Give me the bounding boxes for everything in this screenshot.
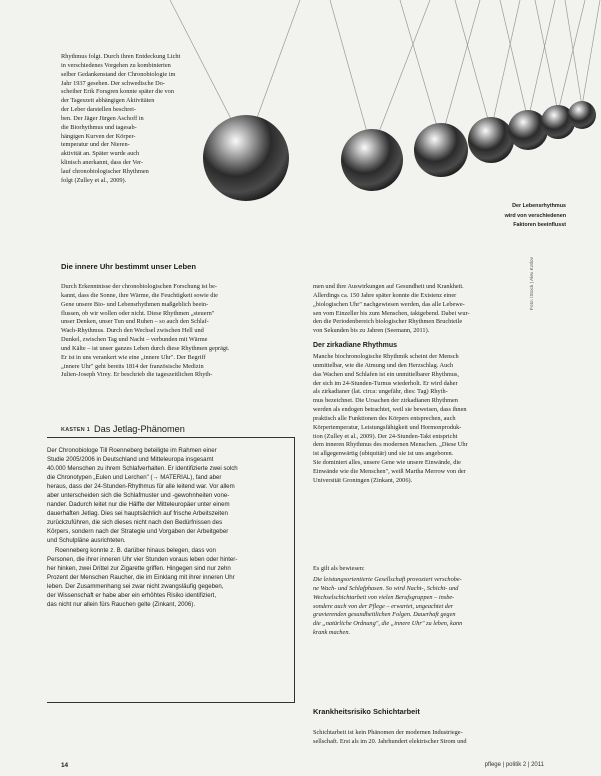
text-line: Manche biochronologische Rhythmik scheint der Mensch (313, 353, 459, 360)
box-rule-bottom (47, 702, 295, 703)
intro-paragraph (61, 53, 251, 186)
text-line: das Wachen und Schlafen ist ein unmittelbarer Rhythmus, (313, 370, 459, 378)
text-line: ist allgegenwärtig (ubiquitär) und sie ist uns angeboren. (313, 450, 454, 458)
text-line: Die leistungsorientierte Gesellschaft provoziert verschobe- (313, 576, 462, 583)
section-heading-circadian: Der zirkadiane Rhythmus (313, 342, 398, 349)
box-label: KASTEN 1 (61, 427, 91, 433)
box-rule-top (47, 437, 295, 438)
text-line: Durch Erkenntnisse der chronobiologischen Forschung ist be- (61, 283, 217, 290)
text-line: „innere Uhr" geht bereits 1814 der französische Medizin (61, 362, 204, 370)
text-line: als zirkadianer (lat. circa: ungefähr, dies: Tag) Rhyth- (313, 388, 448, 396)
text-line: Sie dominiert alles, unsere Gene wie unsere Einwände, die (313, 459, 461, 467)
text-line: tion (Zulley et al., 2009). Der 24-Stunden-Takt entspricht (313, 432, 458, 440)
text-line: dem inneren Rhythmus des modernen Menschen. „Diese Uhr (313, 441, 468, 449)
text-line: den die Periodenbereich biologischer Rhythmen Bruchteile (313, 318, 463, 326)
text-line: unmittelbar, wie die Atmung und den Herzschlag. Auch (313, 361, 454, 369)
text-line: Einwände wie die Menschen", weiß Martha Merrow von der (313, 467, 466, 475)
box-body (47, 446, 289, 609)
caption-line: Der Lebensrhythmus (512, 203, 566, 209)
text-line: 40.000 Menschen zu ihrem Schlafverhalten. Er identifizierte zwei solch (47, 465, 238, 473)
image-caption (440, 202, 566, 231)
text-line: dauerhaften Jetlag. Dies sei hauptsächlich auf frische Arbeitszeiten (47, 510, 228, 518)
circadian-paragraph (313, 353, 544, 486)
text-line: der Wissenschaft er habe aber ein erhöhtes Risiko identifiziert, (47, 591, 217, 599)
text-line: Dunkel, zwischen Tag und Nacht – verbunden mit Wärme (61, 336, 208, 344)
text-line: das nicht nur allein fürs Rauchen gelte (Zinkant, 2006). (47, 600, 196, 608)
text-line: ne Wach- und Schlafphasen. So wird Nacht-, Schicht- und (313, 584, 459, 592)
intro-line: ben. Der Jäger Jürgen Aschoff in (61, 114, 144, 122)
text-line: „biologischen Uhr" nachgewiesen werden, das alle Lebewe- (313, 300, 465, 308)
text-line: Personen, die ihrer inneren Uhr vier Stunden voraus leben oder hinter- (47, 555, 238, 563)
text-line: Julien-Joseph Virey. Er beschrieb die tageszeitlichen Rhyth- (61, 371, 213, 379)
journal-footer: pflege | politik 2 | 2011 (484, 762, 544, 768)
section1-left-column (61, 283, 298, 380)
text-line: aber unterscheiden sich die Schlafmuster und -gewohnheiten vone- (47, 492, 230, 500)
intro-line: der Leber darstellen beschrei- (61, 106, 136, 114)
intro-line: in verschiedenes Vorgehen zu kombinierten (61, 61, 171, 69)
text-line: werden als endogen betrachtet, weil sie beweisen, dass ihnen (313, 406, 467, 414)
caption-line: Faktoren beeinflusst (513, 222, 566, 229)
box-title: Das Jetlag-Phänomen (94, 424, 185, 434)
text-line: Prozent der Menschen Raucher, die im Einklang mit ihrer inneren Uhr (47, 573, 235, 581)
text-line: praktisch alle Funktionen des Körpers entsprechen, auch (313, 414, 456, 422)
text-line: Universität Groningen (Zinkant, 2006). (313, 476, 413, 484)
text-line: her hinken, zwei Drittel zur Zigarette griffen. Hingegen sind nur zehn (47, 564, 231, 572)
page-number: 14 (61, 762, 69, 769)
intro-line: klinisch anerkannt, dass der Ver- (61, 159, 144, 167)
box-rule-right (294, 437, 295, 703)
text-line: Studie 2005/2006 in Deutschland und Mitteleuropa insgesamt (47, 456, 214, 464)
intro-line: lauf chronobiologischer Rhythmen (61, 167, 149, 175)
intro-line: folgt (Zulley et al., 2009). (61, 176, 127, 184)
intro-line: scheiber Erik Forsgren konnte später die von (61, 88, 174, 96)
text-line: Wechselschichtarbeit von vielen Berufsgruppen – insbe- (313, 593, 455, 601)
text-line: und Schulpläne ausrichteten. (47, 537, 126, 545)
caption-line: wird von verschiedenen (504, 212, 566, 219)
intro-line: aktivität an. Später wurde auch (61, 150, 140, 158)
text-line: Wach-Rhythmus. Durch den Wechsel zwischen Hell und (61, 327, 204, 335)
section-heading-shift-work: Krankheitsrisiko Schichtarbeit (313, 707, 420, 716)
text-line: gravierenden gesundheitlichen Folgen. Dauerhaft gegen (313, 611, 456, 619)
text-line: Gene unsere Bio- und Lebensrhythmen maßgeblich beein- (61, 300, 209, 308)
text-line: men und ihre Auswirkungen auf Gesundheit und Krankheit. (313, 283, 464, 290)
intro-line: temperatur und der Nieren- (61, 141, 130, 149)
text-line: sellschaft. Erst als im 20. Jahrhundert elektrischer Strom und (313, 737, 467, 745)
text-line: Roenneberg konnte z. B. darüber hinaus belegen, dass von (55, 546, 216, 554)
text-line: Er ist in uns verankert wie eine „innere Uhr". Der Begriff (61, 353, 206, 361)
section1-right-column (313, 283, 544, 336)
intro-line: Jahr 1937 gesehen. Der schwedische Do- (61, 79, 165, 87)
intro-line: Rhythmus folgt. Durch ihren Entdeckung Licht (61, 53, 181, 60)
text-line: Körpertemperatur, Leistungsfähigkeit und Hormonproduk- (313, 423, 462, 431)
section-heading-inner-clock: Die innere Uhr bestimmt unser Leben (61, 262, 197, 271)
text-line: Schichtarbeit ist kein Phänomen der modernen Industriege- (313, 729, 463, 736)
intro-line: selber Gedankenstand der Chronobiologie im (61, 70, 176, 78)
section2-paragraph (313, 729, 544, 747)
text-line: Körpers, sondern nach der Strategie und Vorgaben der Arbeitgeber (47, 528, 229, 536)
text-line: die Chronotypen „Eulen und Lerchen" (→ MATERIAL), fand aber (47, 474, 222, 482)
text-line: der sich im 24-Stunden-Turnus wiederholt. Er wird daher (313, 379, 458, 387)
intro-line: die Biorhythmus und tagesab- (61, 123, 137, 131)
text-line: und Kälte – ist unser ganzes Leben durch diese Rhythmen geprägt. (61, 344, 230, 352)
text-line: flussen, ob wir wollen oder nicht. Diese Rhythmen „steuern" (61, 309, 215, 317)
text-line: leben. Der Zusammenhang sei zwar nicht zwangsläufig gegeben, (47, 582, 224, 590)
text-line: sen vom Einzeller bis zum Menschen, taktgebend. Dabei wur- (313, 309, 470, 317)
italic-conclusion (313, 576, 544, 638)
cradle-balls (203, 101, 596, 201)
text-line: Der Chronobiologe Till Roenneberg beteiligte im Rahmen einer (47, 447, 217, 454)
proof-label: Es gilt als bewiesen: (313, 565, 365, 572)
text-line: die „natürliche Ordnung", die „innere Uhr" zu leben, kann (313, 620, 463, 628)
photo-credit: Foto: iStock | Alex Kotlov (530, 257, 535, 310)
text-line: mus bezeichnet. Die Ursachen der zirkadianen Rhythmen (313, 397, 458, 405)
text-line: Allerdings ca. 150 Jahre später konnte die Existenz einer (313, 291, 457, 299)
text-line: sondere auch von der Pflege – erwartet, ungeachtet der (313, 602, 454, 610)
text-line: zurückzuführen, die sich dieses nicht nach den Bedürfnissen des (47, 519, 223, 527)
text-line: nander. Dadurch leitet nur die Hälfte der Mitteleuropäer unter einem (47, 501, 230, 509)
text-line: unser Denken, unser Tun und Ruhen – so auch den Schlaf- (61, 318, 209, 326)
text-line: kannt, dass die Sonne, ihre Wärme, die Feuchtigkeit sowie die (61, 291, 218, 299)
text-line: von Sekunden bis zu Jahren (Seemann, 2011). (313, 327, 430, 335)
text-line: heraus, dass der 24-Stunden-Rhythmus für alle leitend war. Vor allem (47, 483, 235, 491)
intro-line: hängigen Kurven der Körper- (61, 132, 136, 140)
intro-line: der Tageszeit abhängigen Aktivitäten (61, 97, 155, 105)
text-line: krank machen. (313, 629, 351, 637)
